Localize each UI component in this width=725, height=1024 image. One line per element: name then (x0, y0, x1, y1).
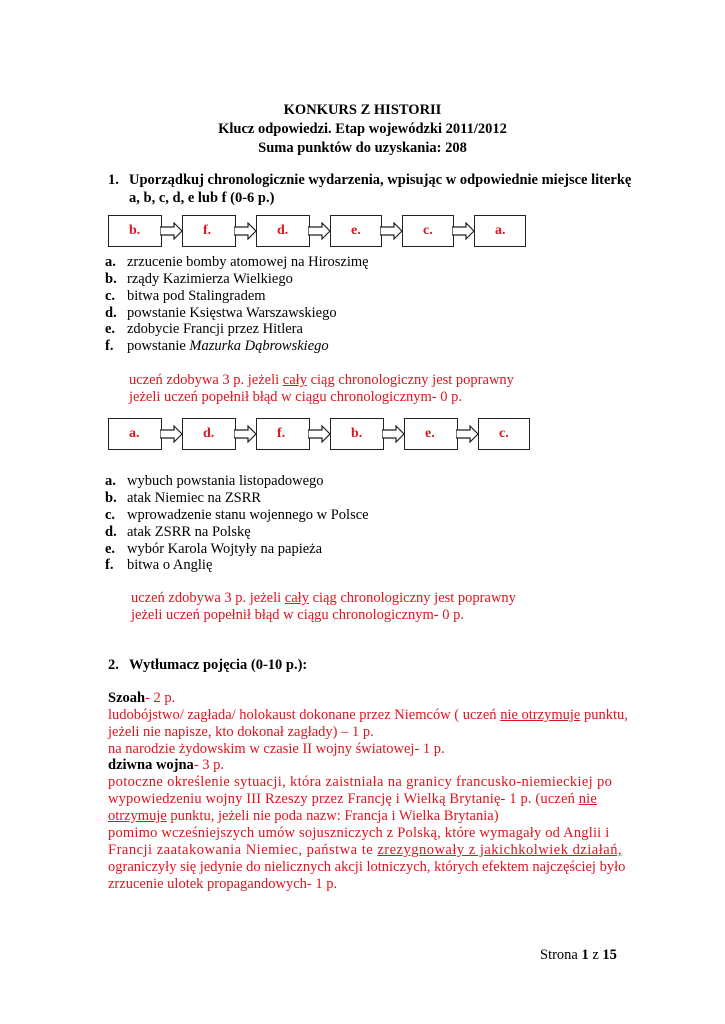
arrow-right-icon (160, 222, 184, 240)
scoring2-line1: uczeń zdobywa 3 p. jeżeli cały ciąg chronologiczny jest poprawny (131, 590, 516, 606)
szoah-line2: jeżeli nie napisze, kto dokonał zagłady) – 1 p. (108, 724, 374, 740)
total-points: Suma punktów do uzyskania: 208 (258, 140, 467, 156)
list1-item: a. zrzucenie bomby atomowej na Hiroszimę (105, 254, 369, 270)
chain-2 (108, 418, 528, 450)
arrow-right-icon (382, 425, 406, 443)
szoah-line3: na narodzie żydowskim w czasie II wojny światowej- 1 p. (108, 741, 445, 757)
chain1-box-3: d. (256, 215, 310, 247)
arrow-right-icon (234, 425, 258, 443)
chain1-box-6: a. (474, 215, 526, 247)
dziwna-line3: otrzymuje punktu, jeżeli nie poda nazw: Francja i Wielka Brytania) (108, 808, 499, 824)
chain1-box-1: b. (108, 215, 162, 247)
chain1-box-5: c. (402, 215, 454, 247)
task2-number: 2. (108, 657, 119, 673)
list1-item: e. zdobycie Francji przez Hitlera (105, 321, 303, 337)
chain1-box-2: f. (182, 215, 236, 247)
task1-instruction-line2: a, b, c, d, e lub f (0-6 p.) (129, 190, 275, 206)
list2-item: a. wybuch powstania listopadowego (105, 473, 324, 489)
list1-item: f. powstanie Mazurka Dąbrowskiego (105, 338, 329, 354)
scoring1-line1: uczeń zdobywa 3 p. jeżeli cały ciąg chronologiczny jest poprawny (129, 372, 514, 388)
chain-1 (108, 215, 528, 247)
arrow-right-icon (234, 222, 258, 240)
list2-item: d. atak ZSRR na Polskę (105, 524, 251, 540)
arrow-right-icon (308, 222, 332, 240)
dziwna-line5: Francji zaatakowania Niemiec, państwa te zrezygnowały z jakichkolwiek działań, (108, 842, 623, 858)
scoring2-line2: jeżeli uczeń popełnił błąd w ciągu chronologicznym- 0 p. (131, 607, 464, 623)
chain2-box-4: b. (330, 418, 384, 450)
page-number: Strona 1 z 15 (540, 947, 617, 963)
list2-item: e. wybór Karola Wojtyły na papieża (105, 541, 323, 557)
chain2-box-2: d. (182, 418, 236, 450)
task2-instruction: Wytłumacz pojęcia (0-10 p.): (129, 657, 308, 673)
szoah-line1: ludobójstwo/ zagłada/ holokaust dokonane przez Niemców ( uczeń nie otrzymuje punktu, (108, 707, 628, 723)
dziwna-line4: pomimo wcześniejszych umów sojuszniczych z Polską, które wymagały od Anglii i (108, 825, 610, 841)
dziwna-line1: potoczne określenie sytuacji, która zaistniała na granicy francusko-niemieckiej po (108, 774, 613, 790)
task1-number: 1. (108, 172, 119, 188)
list1-item: c. bitwa pod Stalingradem (105, 288, 266, 304)
chain2-box-1: a. (108, 418, 162, 450)
arrow-right-icon (160, 425, 184, 443)
arrow-right-icon (452, 222, 476, 240)
arrow-right-icon (456, 425, 480, 443)
list1-item: b. rządy Kazimierza Wielkiego (105, 271, 293, 287)
chain2-box-5: e. (404, 418, 458, 450)
dziwna-line7: zrzucenie ulotek propagandowych- 1 p. (108, 876, 338, 892)
task1-instruction-line1: Uporządkuj chronologicznie wydarzenia, wpisując w odpowiednie miejsce literkę (129, 172, 632, 188)
dziwna-wojna-heading: dziwna wojna- 3 p. (108, 757, 225, 773)
chain1-box-4: e. (330, 215, 382, 247)
chain2-box-3: f. (256, 418, 310, 450)
title: KONKURS Z HISTORII (283, 102, 442, 118)
dziwna-line2: wypowiedzeniu wojny III Rzeszy przez Francję i Wielką Brytanię- 1 p. (uczeń nie (108, 791, 597, 807)
arrow-right-icon (380, 222, 404, 240)
szoah-heading: Szoah- 2 p. (108, 690, 176, 706)
scoring1-line2: jeżeli uczeń popełnił błąd w ciągu chronologicznym- 0 p. (129, 389, 462, 405)
list2-item: f. bitwa o Anglię (105, 557, 213, 573)
list2-item: c. wprowadzenie stanu wojennego w Polsce (105, 507, 369, 523)
dziwna-line6: ograniczyły się jedynie do nielicznych akcji lotniczych, których efektem najczęściej było (108, 859, 626, 875)
subtitle: Klucz odpowiedzi. Etap wojewódzki 2011/2012 (218, 121, 507, 137)
chain2-box-6: c. (478, 418, 530, 450)
list2-item: b. atak Niemiec na ZSRR (105, 490, 262, 506)
list1-item: d. powstanie Księstwa Warszawskiego (105, 305, 337, 321)
arrow-right-icon (308, 425, 332, 443)
